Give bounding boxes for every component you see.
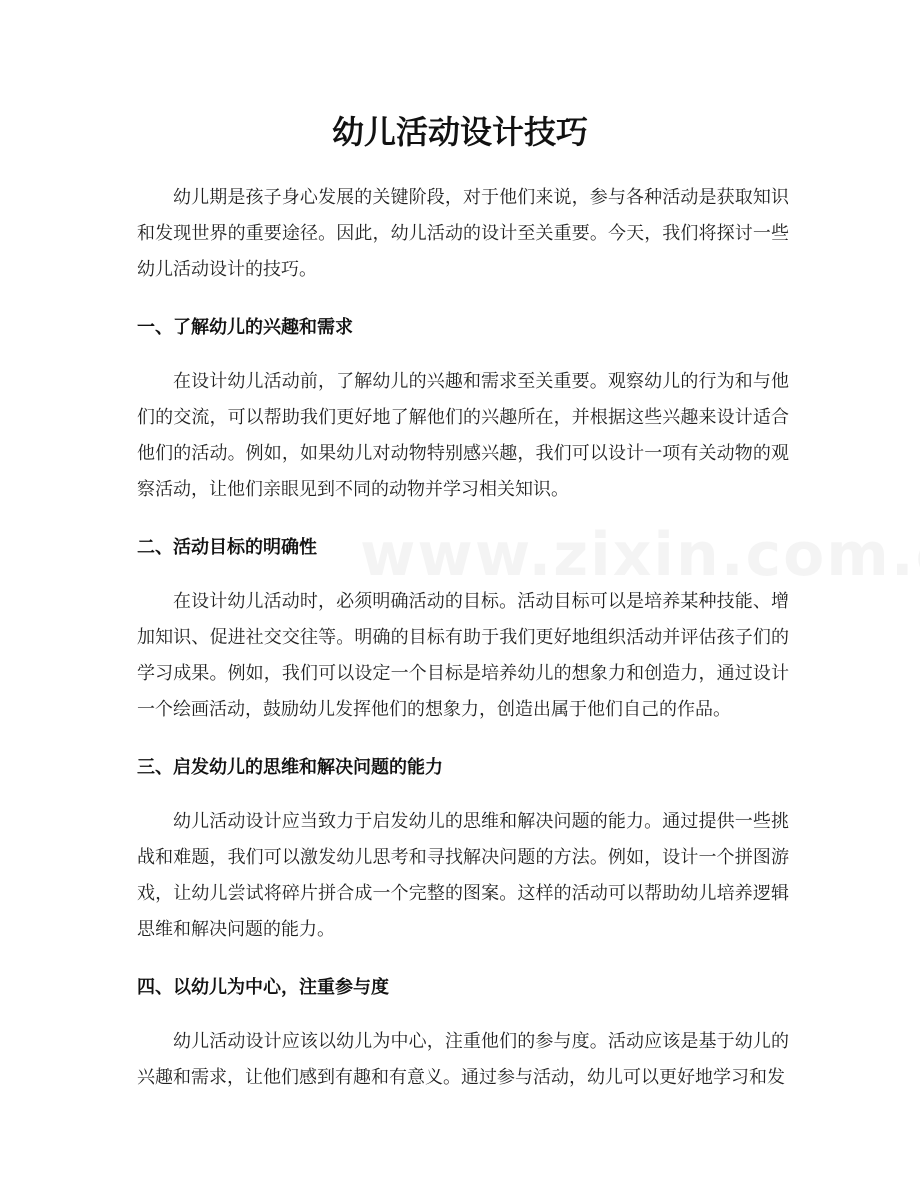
spacer [137, 948, 789, 970]
section-paragraph-4: 幼儿活动设计应该以幼儿为中心，注重他们的参与度。活动应该是基于幼儿的兴趣和需求，让他们感到有趣和有意义。通过参与活动，幼儿可以更好地学习和发 [137, 1031, 789, 1088]
section-heading-2: 二、活动目标的明确性 [137, 537, 317, 558]
document-body [137, 180, 789, 1096]
spacer [137, 566, 789, 584]
section-heading-1: 一、了解幼儿的兴趣和需求 [137, 317, 353, 338]
section-paragraph-3: 幼儿活动设计应当致力于启发幼儿的思维和解决问题的能力。通过提供一些挑战和难题，我们可以激发幼儿思考和寻找解决问题的方法。例如，设计一个拼图游戏，让幼儿尝试将碎片拼合成一个完整的图案。这样的活动可以帮助幼儿培养逻辑思维和解决问题的能力。 [137, 811, 789, 940]
spacer [137, 288, 789, 310]
section-paragraph-2: 在设计幼儿活动时，必须明确活动的目标。活动目标可以是培养某种技能、增加知识、促进社交交往等。明确的目标有助于我们更好地组织活动并评估孩子们的学习成果。例如，我们可以设定一个目标是培养幼儿的想象力和创造力，通过设计一个绘画活动，鼓励幼儿发挥他们的想象力，创造出属于他们自己的作品。 [137, 591, 789, 720]
page-title: 幼儿活动设计技巧 [331, 113, 588, 151]
spacer [137, 728, 789, 750]
spacer [137, 786, 789, 804]
section-heading-4: 四、以幼儿为中心，注重参与度 [137, 977, 389, 998]
spacer [137, 1006, 789, 1024]
intro-paragraph: 幼儿期是孩子身心发展的关键阶段，对于他们来说，参与各种活动是获取知识和发现世界的重要途径。因此，幼儿活动的设计至关重要。今天，我们将探讨一些幼儿活动设计的技巧。 [137, 187, 789, 280]
section-heading-3: 三、启发幼儿的思维和解决问题的能力 [137, 757, 443, 778]
spacer [137, 346, 789, 364]
section-paragraph-1: 在设计幼儿活动前，了解幼儿的兴趣和需求至关重要。观察幼儿的行为和与他们的交流，可以帮助我们更好地了解他们的兴趣所在，并根据这些兴趣来设计适合他们的活动。例如，如果幼儿对动物特别感兴趣，我们可以设计一项有关动物的观察活动，让他们亲眼见到不同的动物并学习相关知识。 [137, 371, 789, 500]
spacer [137, 508, 789, 530]
